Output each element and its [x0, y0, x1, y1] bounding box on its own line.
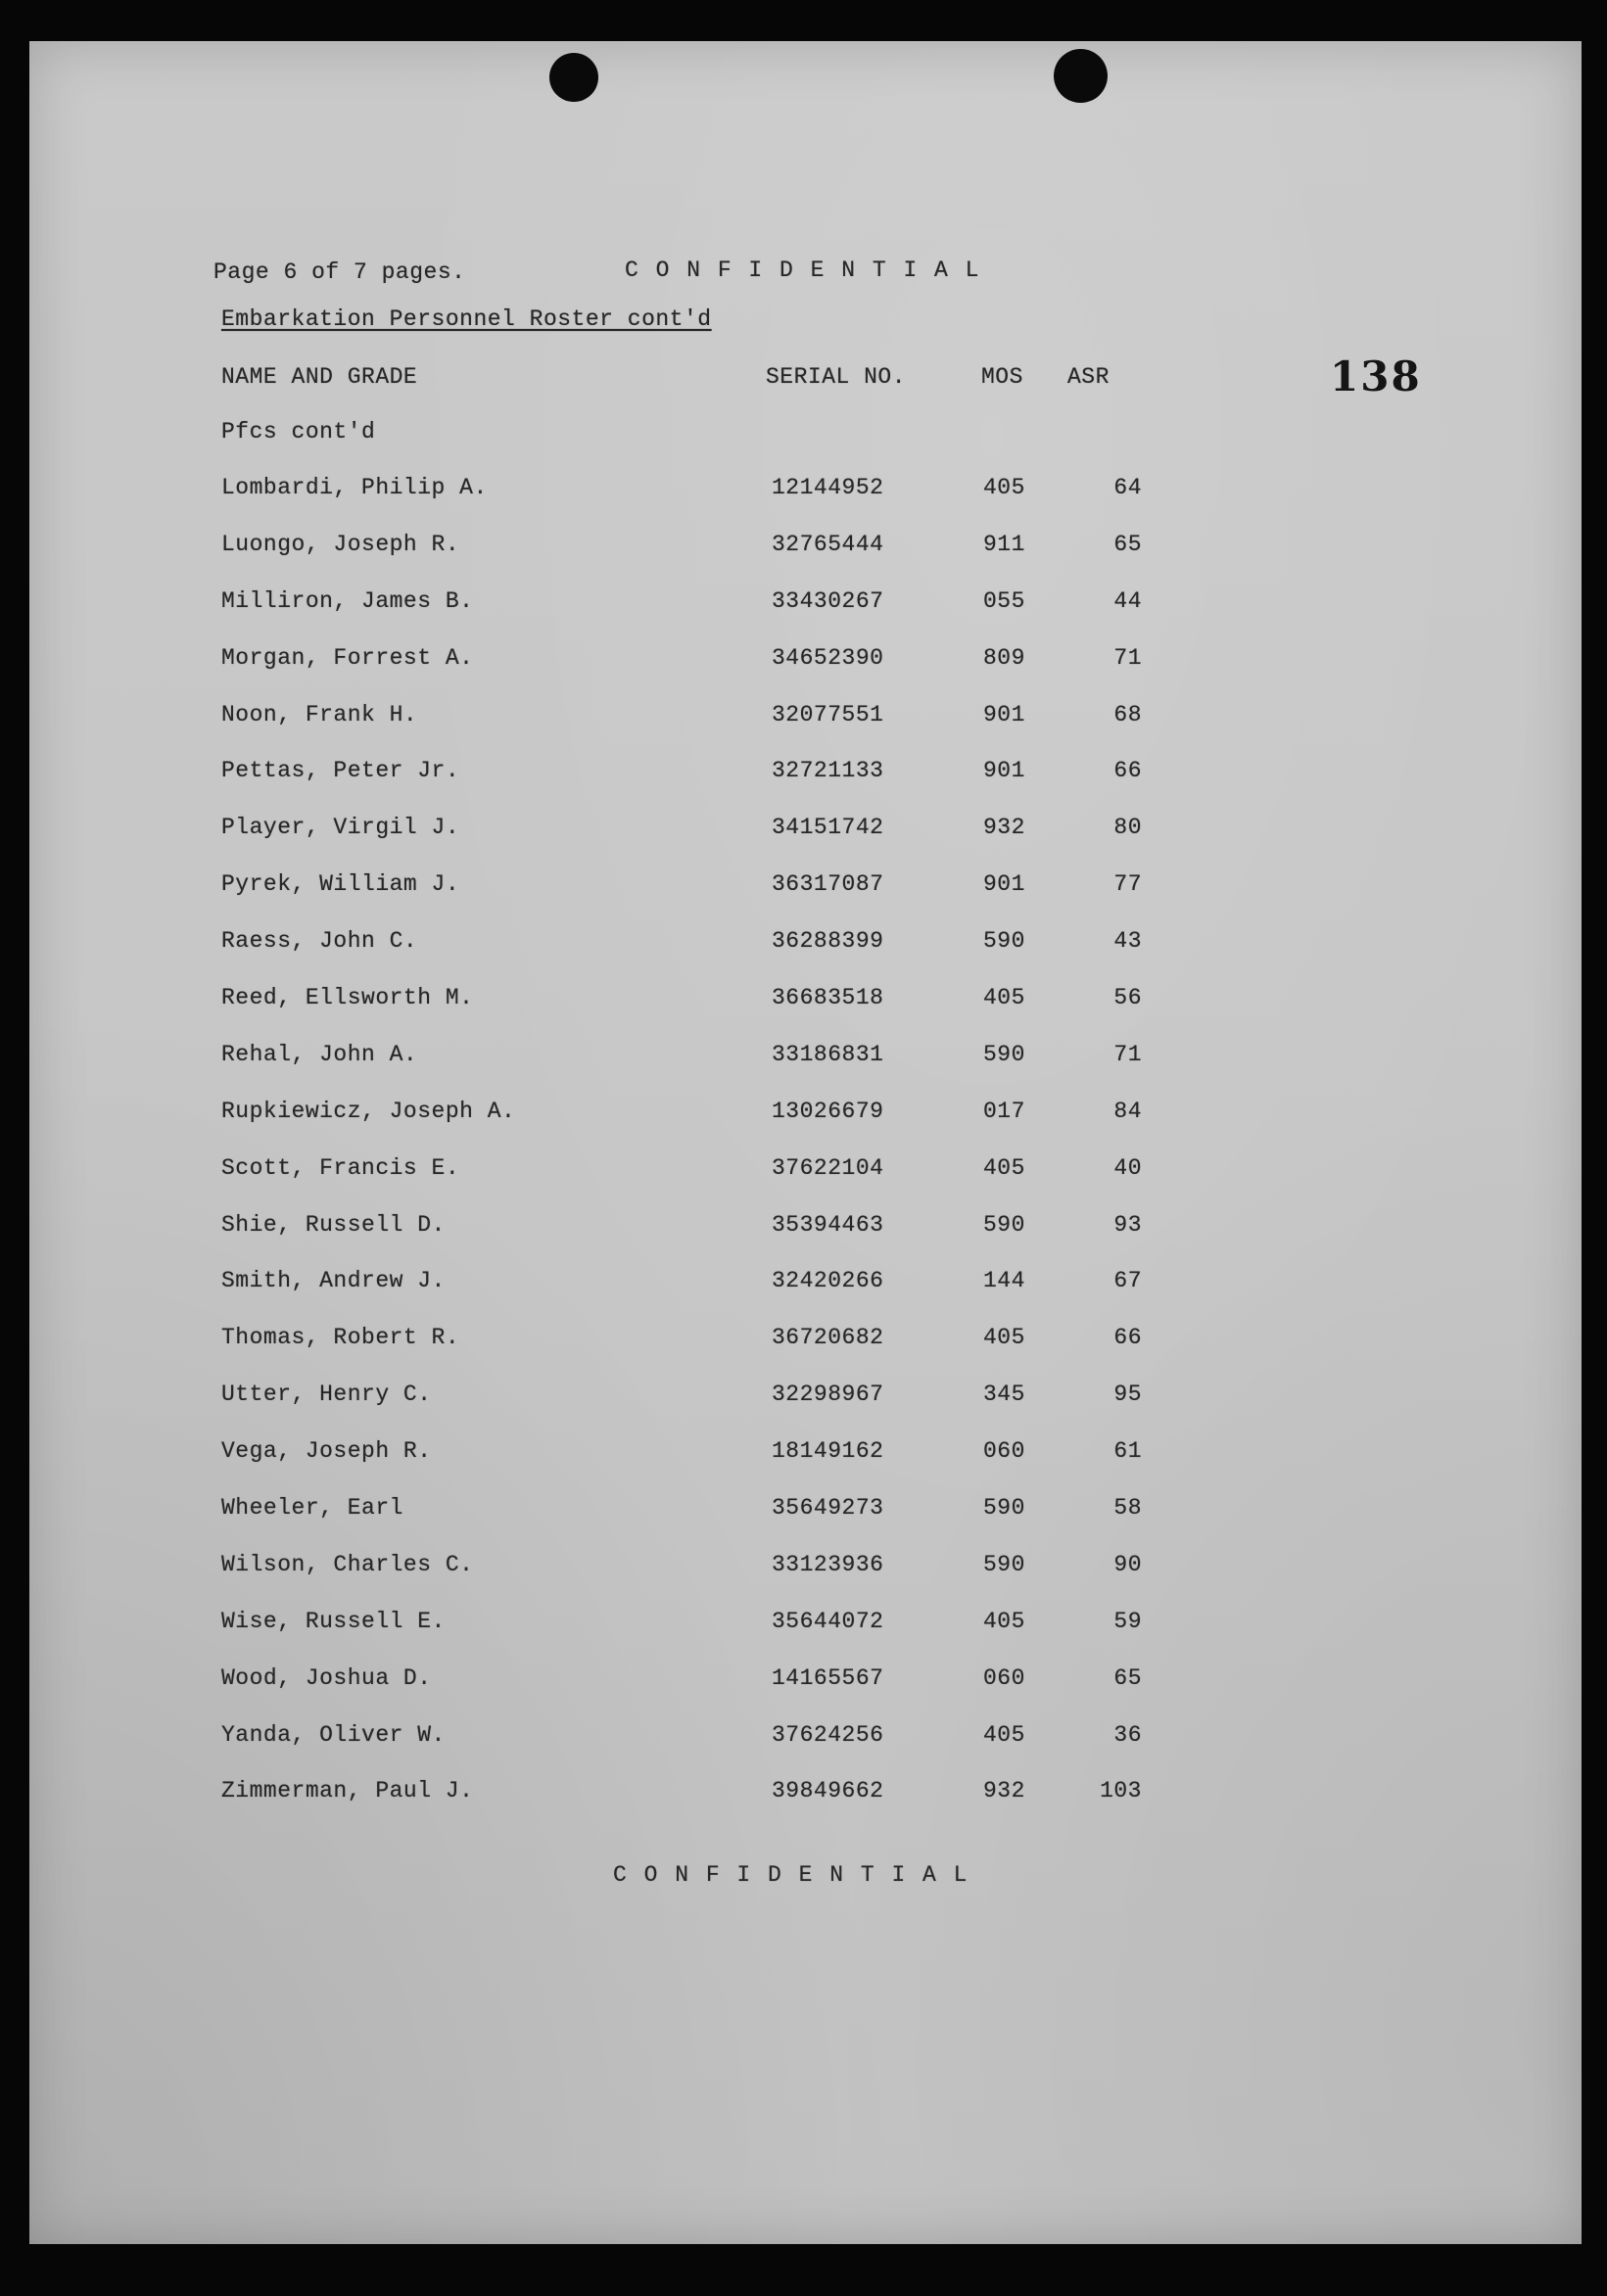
roster-serial: 33430267: [772, 587, 884, 614]
roster-asr: 58: [1113, 1495, 1142, 1522]
roster-name: Noon, Frank H.: [221, 701, 418, 727]
roster-row: [29, 475, 1582, 532]
roster-name: Wood, Joshua D.: [221, 1664, 432, 1691]
column-header-asr: ASR: [1067, 364, 1110, 390]
roster-row: [29, 1325, 1582, 1382]
roster-asr: 77: [1113, 871, 1142, 898]
roster-name: Reed, Ellsworth M.: [221, 985, 474, 1011]
roster-row: [29, 1438, 1582, 1495]
roster-row: [29, 702, 1582, 759]
roster-name: Morgan, Forrest A.: [221, 644, 474, 671]
roster-serial: 36683518: [772, 985, 884, 1011]
roster-mos: 060: [983, 1664, 1025, 1691]
roster-asr: 56: [1113, 985, 1142, 1011]
roster-mos: 590: [983, 1041, 1025, 1067]
roster-mos: 405: [983, 985, 1025, 1011]
roster-name: Milliron, James B.: [221, 587, 474, 614]
roster-asr: 84: [1113, 1098, 1142, 1124]
roster-mos: 590: [983, 928, 1025, 955]
classification-footer: C O N F I D E N T I A L: [613, 1862, 969, 1888]
roster-row: [29, 645, 1582, 702]
roster-serial: 33186831: [772, 1041, 884, 1067]
roster-name: Wheeler, Earl: [221, 1495, 403, 1522]
roster-asr: 61: [1113, 1438, 1142, 1465]
roster-row: [29, 1609, 1582, 1665]
column-header-serial: SERIAL NO.: [766, 364, 907, 390]
roster-mos: 345: [983, 1382, 1025, 1408]
roster-asr: 64: [1113, 475, 1142, 500]
roster-row: [29, 1778, 1582, 1835]
roster-name: Utter, Henry C.: [221, 1382, 432, 1408]
roster-row: [29, 1722, 1582, 1779]
roster-name: Luongo, Joseph R.: [221, 531, 460, 557]
classification-header: C O N F I D E N T I A L: [625, 258, 981, 283]
roster-mos: 932: [983, 1778, 1025, 1804]
roster-mos: 405: [983, 1154, 1025, 1181]
roster-serial: 32298967: [772, 1382, 884, 1408]
roster-name: Rupkiewicz, Joseph A.: [221, 1098, 516, 1124]
roster-mos: 017: [983, 1098, 1025, 1124]
roster-mos: 055: [983, 587, 1025, 614]
paper-page: [29, 41, 1582, 2244]
roster-asr: 93: [1113, 1211, 1142, 1238]
roster-serial: 33123936: [772, 1551, 884, 1577]
roster-serial: 34151742: [772, 815, 884, 841]
page-label: Page 6 of 7 pages.: [213, 259, 466, 285]
roster-mos: 932: [983, 815, 1025, 841]
roster-asr: 59: [1113, 1608, 1142, 1634]
roster-mos: 809: [983, 644, 1025, 671]
roster-rows: [29, 475, 1582, 1835]
roster-name: Yanda, Oliver W.: [221, 1721, 446, 1748]
roster-row: [29, 1212, 1582, 1269]
roster-serial: 35649273: [772, 1495, 884, 1522]
roster-mos: 901: [983, 701, 1025, 727]
roster-serial: 35644072: [772, 1608, 884, 1634]
hole-punch-left: [549, 53, 598, 102]
roster-serial: 35394463: [772, 1211, 884, 1238]
roster-name: Player, Virgil J.: [221, 815, 460, 841]
roster-mos: 590: [983, 1551, 1025, 1577]
roster-name: Rehal, John A.: [221, 1041, 418, 1067]
roster-row: [29, 1099, 1582, 1155]
roster-serial: 37624256: [772, 1721, 884, 1748]
roster-mos: 405: [983, 1325, 1025, 1351]
roster-serial: 32721133: [772, 758, 884, 784]
roster-serial: 34652390: [772, 644, 884, 671]
roster-serial: 37622104: [772, 1154, 884, 1181]
roster-row: [29, 871, 1582, 928]
roster-asr: 71: [1113, 644, 1142, 671]
roster-asr: 103: [1100, 1778, 1142, 1804]
roster-row: [29, 1665, 1582, 1722]
roster-mos: 901: [983, 871, 1025, 898]
column-header-mos: MOS: [981, 364, 1023, 390]
roster-asr: 80: [1113, 815, 1142, 841]
roster-serial: 18149162: [772, 1438, 884, 1465]
roster-mos: 405: [983, 1721, 1025, 1748]
roster-serial: 32420266: [772, 1268, 884, 1294]
document-title: Embarkation Personnel Roster cont'd: [221, 306, 712, 332]
roster-serial: 32765444: [772, 531, 884, 557]
roster-asr: 66: [1113, 1325, 1142, 1351]
roster-mos: 060: [983, 1438, 1025, 1465]
roster-row: [29, 1042, 1582, 1099]
roster-asr: 36: [1113, 1721, 1142, 1748]
roster-name: Smith, Andrew J.: [221, 1268, 446, 1294]
section-label: Pfcs cont'd: [221, 419, 376, 445]
roster-serial: 13026679: [772, 1098, 884, 1124]
scan-edge-artifact-left: [0, 911, 14, 1116]
roster-row: [29, 1155, 1582, 1212]
roster-row: [29, 1382, 1582, 1438]
roster-asr: 66: [1113, 758, 1142, 784]
roster-mos: 901: [983, 758, 1025, 784]
roster-mos: 590: [983, 1211, 1025, 1238]
roster-name: Vega, Joseph R.: [221, 1438, 432, 1465]
roster-mos: 590: [983, 1495, 1025, 1522]
roster-name: Wilson, Charles C.: [221, 1551, 474, 1577]
roster-name: Shie, Russell D.: [221, 1211, 446, 1238]
roster-name: Scott, Francis E.: [221, 1154, 460, 1181]
roster-serial: 36317087: [772, 871, 884, 898]
roster-asr: 40: [1113, 1154, 1142, 1181]
roster-asr: 65: [1113, 1664, 1142, 1691]
roster-asr: 71: [1113, 1041, 1142, 1067]
roster-name: Thomas, Robert R.: [221, 1325, 460, 1351]
roster-asr: 44: [1113, 587, 1142, 614]
roster-name: Raess, John C.: [221, 928, 418, 955]
roster-mos: 405: [983, 475, 1025, 500]
roster-serial: 32077551: [772, 701, 884, 727]
roster-serial: 36288399: [772, 928, 884, 955]
roster-name: Zimmerman, Paul J.: [221, 1778, 474, 1804]
roster-asr: 68: [1113, 701, 1142, 727]
roster-mos: 405: [983, 1608, 1025, 1634]
column-header-name: NAME AND GRADE: [221, 364, 418, 390]
roster-name: Pettas, Peter Jr.: [221, 758, 460, 784]
roster-asr: 90: [1113, 1551, 1142, 1577]
roster-name: Pyrek, William J.: [221, 871, 460, 898]
roster-row: [29, 815, 1582, 871]
hole-punch-right: [1054, 49, 1108, 103]
scan-edge-artifact-right: [1601, 0, 1607, 294]
roster-asr: 43: [1113, 928, 1142, 955]
roster-serial: 14165567: [772, 1664, 884, 1691]
roster-serial: 36720682: [772, 1325, 884, 1351]
roster-serial: 12144952: [772, 475, 884, 500]
roster-row: [29, 928, 1582, 985]
roster-mos: 144: [983, 1268, 1025, 1294]
roster-name: Lombardi, Philip A.: [221, 475, 488, 500]
roster-row: [29, 1552, 1582, 1609]
roster-row: [29, 1268, 1582, 1325]
roster-name: Wise, Russell E.: [221, 1608, 446, 1634]
roster-asr: 65: [1113, 531, 1142, 557]
roster-asr: 67: [1113, 1268, 1142, 1294]
roster-row: [29, 758, 1582, 815]
roster-row: [29, 588, 1582, 645]
roster-row: [29, 985, 1582, 1042]
roster-row: [29, 1495, 1582, 1552]
roster-mos: 911: [983, 531, 1025, 557]
roster-serial: 39849662: [772, 1778, 884, 1804]
stamp-page-number: 138: [1330, 352, 1422, 400]
roster-row: [29, 532, 1582, 588]
roster-asr: 95: [1113, 1382, 1142, 1408]
